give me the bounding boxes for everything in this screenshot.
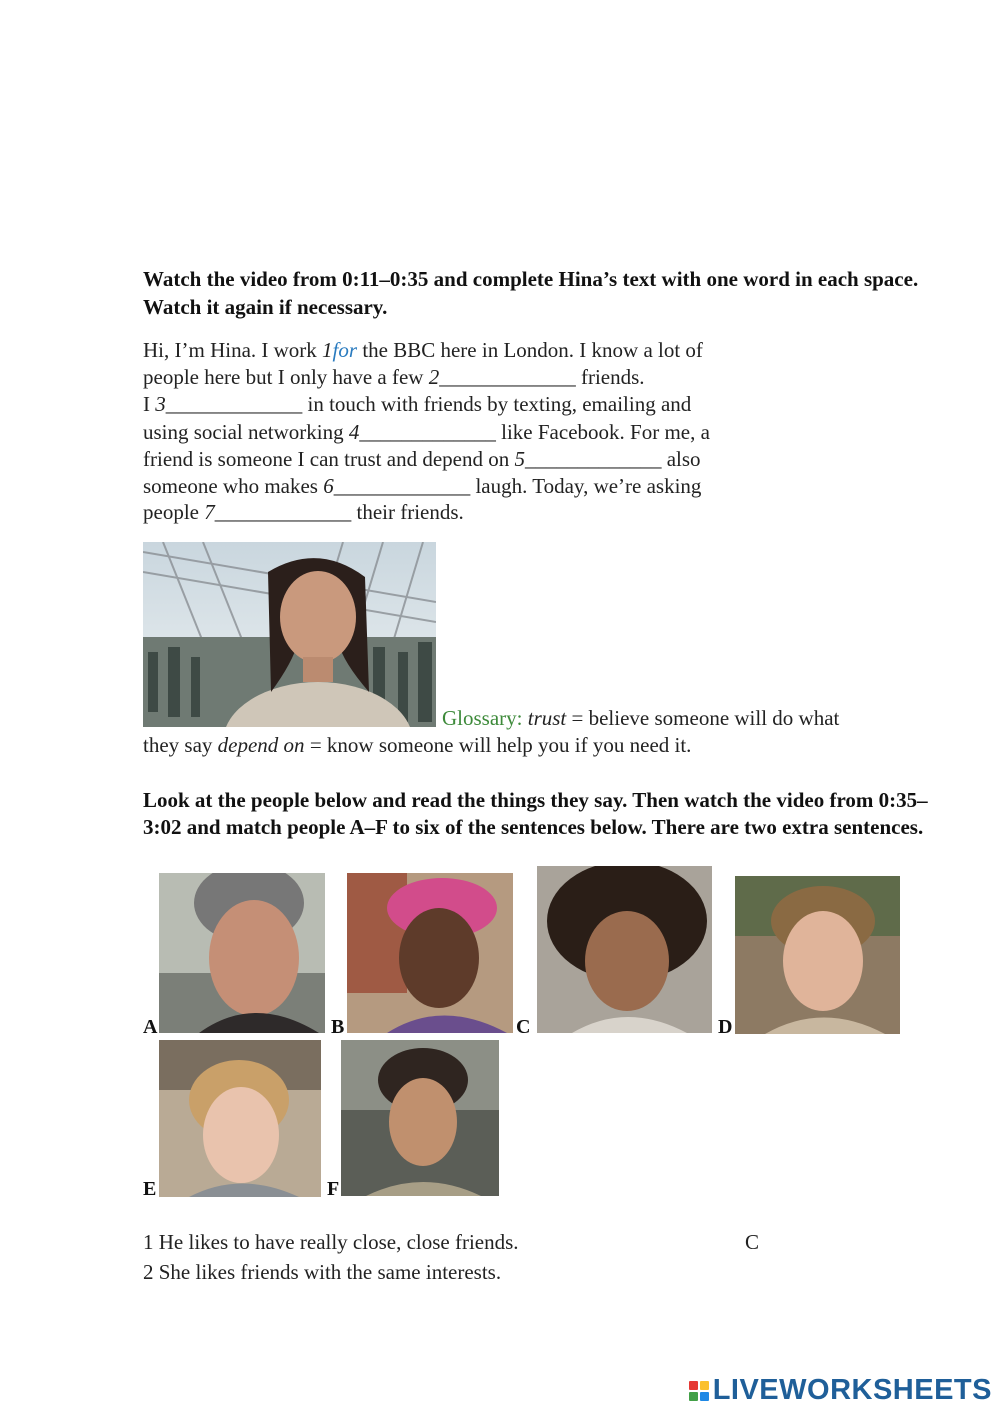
sentence-1: 1 He likes to have really close, close friends.: [143, 1230, 519, 1254]
text-line-1: [143, 337, 703, 364]
person-letter-c: C: [516, 1016, 531, 1038]
line-text: friends.: [575, 365, 645, 389]
gap-number: 7: [204, 500, 215, 524]
line-text: their friends.: [351, 500, 464, 524]
gap-number: 3: [155, 392, 166, 416]
answer-blank[interactable]: _____________: [333, 474, 471, 498]
answer-blank[interactable]: _____________: [359, 420, 496, 444]
line-text: people: [143, 500, 205, 524]
answer-blank[interactable]: _____________: [439, 365, 576, 389]
line-text: laugh. Today, we’re asking: [470, 474, 702, 498]
gap-number: 1: [322, 338, 333, 362]
text-line-5: [143, 446, 701, 473]
liveworksheets-logo: [689, 1374, 992, 1407]
logo-text: LIVEWORKSHEETS: [712, 1374, 992, 1406]
glossary-term: depend on: [217, 733, 305, 757]
line-text: the BBC here in London. I know a lot of: [357, 338, 703, 362]
person-letter-f: F: [327, 1178, 340, 1200]
gap-number: 4: [348, 420, 360, 444]
line-text: people here but I only have a few: [143, 365, 429, 389]
answer-field[interactable]: for: [332, 338, 358, 362]
text-line-6: [143, 473, 701, 500]
instruction-heading-1: Watch the video from 0:11–0:35 and complete Hina’s text with one word in each space. Watch it again if necessary.: [143, 267, 919, 319]
text-line-7: [143, 499, 464, 526]
line-text: friend is someone I can trust and depend on: [143, 447, 515, 471]
line-text: like Facebook. For me, a: [495, 420, 710, 444]
line-text: someone who makes: [143, 474, 324, 498]
answer-blank[interactable]: _____________: [165, 392, 303, 416]
gap-number: 2: [428, 365, 440, 389]
person-letter-d: D: [718, 1016, 733, 1038]
line-text: also: [661, 447, 701, 471]
text-line-3: [143, 391, 691, 418]
glossary-definition: = believe someone will do what: [566, 706, 840, 730]
person-photo-c: [537, 866, 712, 1033]
logo-mark-icon: [689, 1381, 709, 1401]
person-photo-e: [159, 1040, 321, 1197]
line-text: Hi, I’m Hina. I work: [143, 338, 323, 362]
gap-number: 5: [514, 447, 525, 471]
glossary-term: trust: [527, 706, 567, 730]
person-letter-e: E: [143, 1178, 157, 1200]
line-text: using social networking: [143, 420, 349, 444]
sentence-2: 2 She likes friends with the same interests.: [143, 1260, 502, 1284]
glossary-definition: = know someone will help you if you need it.: [304, 733, 692, 757]
instruction-heading-2: Look at the people below and read the things they say. Then watch the video from 0:35–3:02 and match people A–F to six of the sentences below. There are two extra sentences.: [143, 788, 928, 839]
glossary-line-1: [442, 705, 839, 732]
person-letter-a: A: [143, 1016, 158, 1038]
line-text: I: [143, 392, 156, 416]
hina-photo: [143, 542, 436, 727]
sentence-1-answer[interactable]: C: [745, 1230, 760, 1254]
glossary-definition: they say: [143, 733, 218, 757]
glossary-label: Glossary:: [442, 706, 523, 730]
person-photo-f: [341, 1040, 499, 1196]
person-photo-b: [347, 873, 513, 1033]
text-line-4: [143, 419, 710, 446]
person-photo-a: [159, 873, 325, 1033]
text-line-2: [143, 364, 645, 391]
person-photo-d: [735, 876, 900, 1034]
answer-blank[interactable]: _____________: [214, 500, 352, 524]
answer-blank[interactable]: _____________: [524, 447, 662, 471]
line-text: in touch with friends by texting, emailing and: [302, 392, 692, 416]
gap-number: 6: [323, 474, 334, 498]
person-letter-b: B: [331, 1016, 345, 1038]
glossary-line-2: [143, 732, 691, 759]
